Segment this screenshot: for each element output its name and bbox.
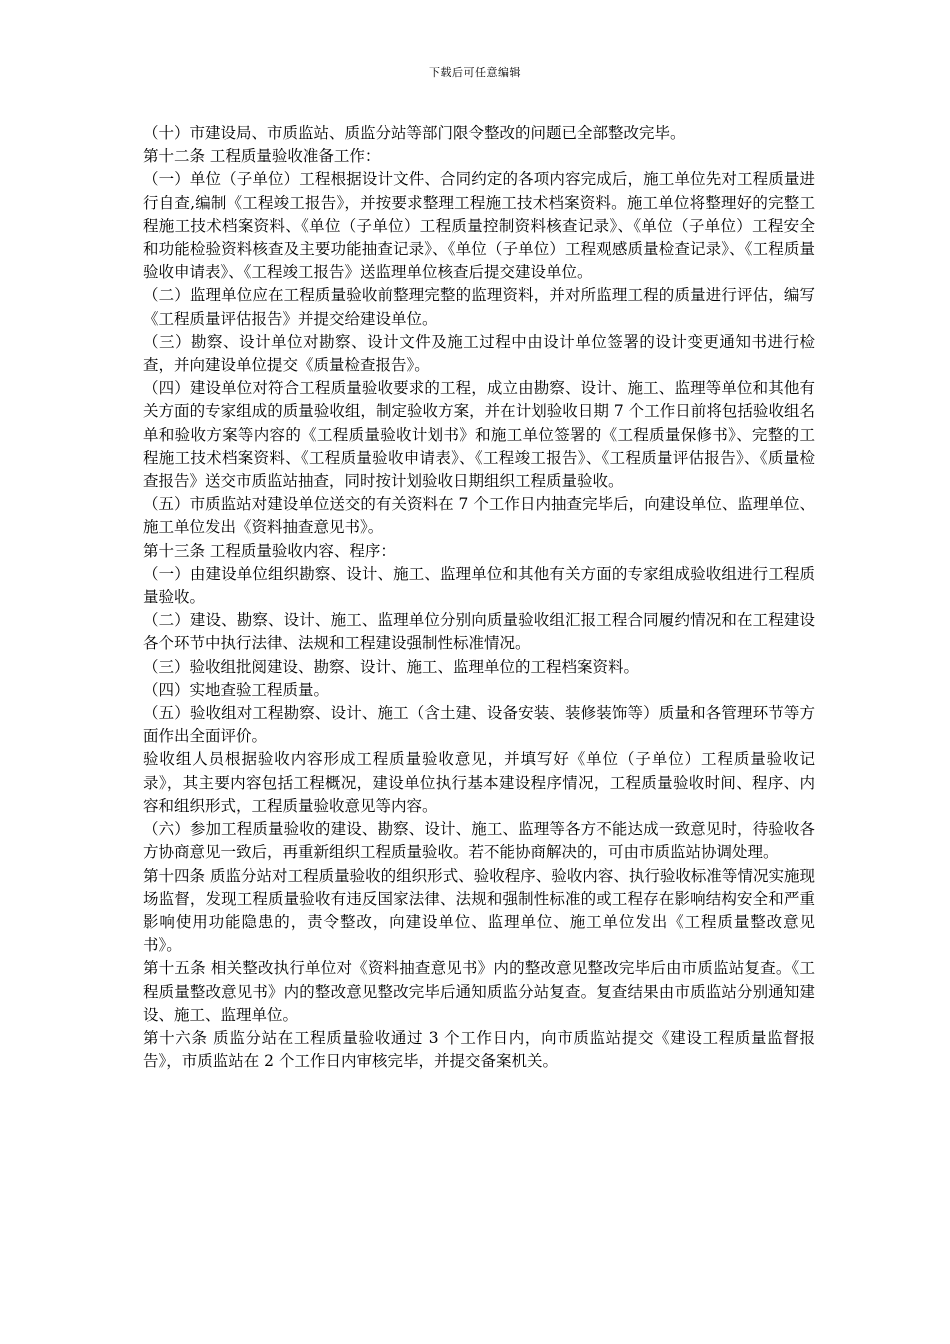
article-13-item-6: （六）参加工程质量验收的建设、勘察、设计、施工、监理等各方不能达成一致意见时，待验收各方协商意见一致后，再重新组织工程质量验收。若不能协商解决的，可由市质监站协调处理。 <box>143 820 815 862</box>
article-13-acceptance-opinion: 验收组人员根据验收内容形成工程质量验收意见，并填写好《单位（子单位）工程质量验收记录》，其主要内容包括工程概况，建设单位执行基本建设程序情况，工程质量验收时间、程序、内容和组织形式，工程质量验收意见等内容。 <box>143 750 815 815</box>
document-body <box>143 122 815 1073</box>
article-15: 第十五条 相关整改执行单位对《资料抽查意见书》内的整改意见整改完毕后由市质监站复查。《工程质量整改意见书》内的整改意见整改完毕后通知质监分站复查。复查结果由市质监站分别通知建设、施工、监理单位。 <box>143 959 815 1024</box>
page-header: 下载后可任意编辑 <box>429 66 521 79</box>
article-12-item-5: （五）市质监站对建设单位送交的有关资料在 7 个工作日内抽查完毕后，向建设单位、监理单位、施工单位发出《资料抽查意见书》。 <box>143 495 815 537</box>
article-13-item-5: （五）验收组对工程勘察、设计、施工（含土建、设备安装、装修装饰等）质量和各管理环节等方面作出全面评价。 <box>143 704 815 746</box>
article-12-item-2: （二）监理单位应在工程质量验收前整理完整的监理资料，并对所监理工程的质量进行评估，编写《工程质量评估报告》并提交给建设单位。 <box>143 286 815 328</box>
article-16: 第十六条 质监分站在工程质量验收通过 3 个工作日内，向市质监站提交《建设工程质量监督报告》，市质监站在 2 个工作日内审核完毕，并提交备案机关。 <box>143 1028 815 1071</box>
article-13-item-3: （三）验收组批阅建设、勘察、设计、施工、监理单位的工程档案资料。 <box>143 657 640 676</box>
article-13-item-2: （二）建设、勘察、设计、施工、监理单位分别向质量验收组汇报工程合同履约情况和在工程建设各个环节中执行法律、法规和工程建设强制性标准情况。 <box>143 611 815 653</box>
article-13-heading: 第十三条 工程质量验收内容、程序： <box>143 541 396 560</box>
article-12-heading: 第十二条 工程质量验收准备工作： <box>143 147 381 166</box>
paragraph-item-10-rectification: （十）市建设局、市质监站、质监分站等部门限令整改的问题已全部整改完毕。 <box>143 124 686 142</box>
article-12-item-1: （一）单位（子单位）工程根据设计文件、合同约定的各项内容完成后，施工单位先对工程质量进行自查,编制《工程竣工报告》，并按要求整理工程施工技术档案资料。施工单位将整理好的完整工程施工技术档案资料、《单位（子单位）工程质量控制资料核查记录》、《单位（子单位）工程安全和功能检验资料核查及主要功能抽查记录》、《单位（子单位）工程观感质量检查记录》、《工程质量验收申请表》、《工程竣工报告》送监理单位核查后提交建设单位。 <box>143 170 815 282</box>
article-12-item-4: （四）建设单位对符合工程质量验收要求的工程，成立由勘察、设计、施工、监理等单位和其他有关方面的专家组成的质量验收组，制定验收方案，并在计划验收日期 7 个工作日前将包括验收组名单和验收方案等内容的《工程质量验收计划书》和施工单位签署的《工程质量保修书》、完整的工程施工技术档案资料、《工程质量验收申请表》、《工程竣工报告》、《工程质量评估报告》、《质量检查报告》送交市质监站抽查，同时按计划验收日期组织工程质量验收。 <box>143 379 815 491</box>
article-13-item-4: （四）实地查验工程质量。 <box>143 680 330 699</box>
article-13-item-1: （一）由建设单位组织勘察、设计、施工、监理单位和其他有关方面的专家组成验收组进行工程质量验收。 <box>143 564 815 607</box>
article-14: 第十四条 质监分站对工程质量验收的组织形式、验收程序、验收内容、执行验收标准等情况实施现场监督，发现工程质量验收有违反国家法律、法规和强制性标准的或工程存在影响结构安全和严重影响使用功能隐患的，责令整改，向建设单位、监理单位、施工单位发出《工程质量整改意见书》。 <box>143 866 815 955</box>
article-12-item-3: （三）勘察、设计单位对勘察、设计文件及施工过程中由设计单位签署的设计变更通知书进行检查，并向建设单位提交《质量检查报告》。 <box>143 332 815 375</box>
